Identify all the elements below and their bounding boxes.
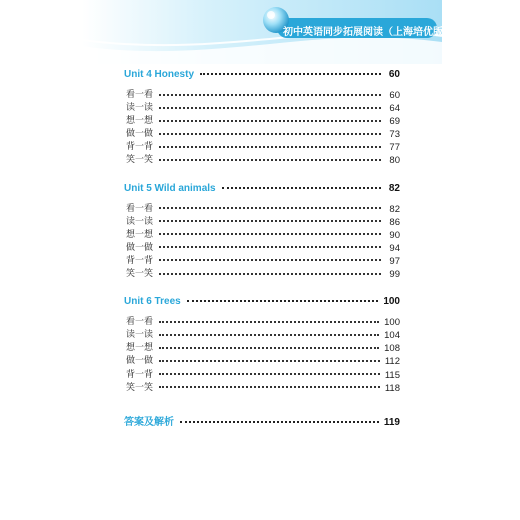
answers-title: 答案及解析 (124, 416, 174, 428)
dot-leader (159, 347, 379, 349)
entry-label: 读一读 (126, 103, 154, 114)
dot-leader (200, 73, 381, 75)
entry-page-number: 80 (389, 155, 400, 167)
toc-entry[interactable] (124, 229, 400, 242)
entry-page-number: 69 (389, 116, 400, 128)
toc-entry[interactable] (124, 102, 400, 115)
toc-entry[interactable] (124, 203, 400, 216)
toc-entry[interactable] (124, 216, 400, 229)
dot-leader (159, 159, 381, 161)
dot-leader (159, 233, 381, 235)
entry-page-number: 60 (389, 90, 400, 101)
dot-leader (159, 373, 380, 375)
entry-page-number: 64 (389, 103, 400, 115)
dot-leader (159, 94, 381, 96)
answers-page-number: 119 (383, 416, 400, 428)
entry-label: 想一想 (126, 229, 154, 240)
entry-label: 看一看 (126, 90, 154, 100)
dot-leader (159, 360, 380, 362)
entry-page-number: 90 (389, 229, 400, 241)
entry-label: 看一看 (126, 203, 154, 214)
entry-page-number: 108 (384, 343, 400, 355)
entry-page-number: 100 (384, 317, 400, 329)
dot-leader (159, 386, 380, 388)
entry-label: 看一看 (126, 317, 154, 328)
entry-page-number: 73 (389, 129, 400, 141)
entry-label: 读一读 (126, 216, 154, 227)
toc-entry[interactable] (124, 255, 400, 268)
book-title: 初中英语同步拓展阅读（上海培优版） (283, 27, 453, 38)
entry-page-number: 97 (389, 255, 400, 267)
entry-page-number: 112 (384, 356, 400, 368)
unit-title: Unit 6 Trees (124, 296, 181, 308)
dot-leader (180, 421, 379, 423)
entry-page-number: 94 (389, 242, 400, 254)
entry-page-number: 104 (384, 330, 400, 342)
entry-label: 做一做 (126, 129, 154, 140)
entry-label: 背一背 (126, 142, 154, 153)
dot-leader (187, 300, 379, 302)
entry-page-number: 86 (389, 216, 400, 228)
dot-leader (159, 273, 381, 275)
dot-leader (159, 246, 381, 248)
entry-label: 背一背 (126, 369, 154, 380)
toc-entry[interactable] (124, 115, 400, 128)
toc-entry[interactable] (124, 355, 400, 368)
entry-label: 想一想 (126, 116, 154, 127)
toc-entry[interactable] (124, 268, 400, 281)
entry-page-number: 82 (389, 203, 400, 215)
toc-entry[interactable] (124, 154, 400, 167)
entry-page-number: 115 (384, 369, 400, 381)
entry-label: 读一读 (126, 330, 154, 341)
table-of-contents (124, 65, 400, 433)
entry-page-number: 77 (389, 142, 400, 154)
entry-label: 笑一笑 (126, 155, 154, 166)
dot-leader (159, 107, 381, 109)
toc-unit-4[interactable] (124, 65, 400, 85)
dot-leader (159, 133, 381, 135)
toc-entry[interactable] (124, 242, 400, 255)
toc-entry[interactable] (124, 329, 400, 342)
unit-title: Unit 4 Honesty (124, 69, 195, 80)
dot-leader (159, 120, 381, 122)
dot-leader (159, 220, 381, 222)
toc-entry[interactable] (124, 316, 400, 329)
dot-leader (159, 207, 381, 209)
dot-leader (159, 146, 381, 148)
entry-page-number: 118 (384, 382, 400, 394)
entry-label: 背一背 (126, 255, 154, 266)
entry-label: 做一做 (126, 242, 154, 253)
entry-label: 笑一笑 (126, 269, 154, 280)
toc-entry[interactable] (124, 382, 400, 395)
entry-label: 笑一笑 (126, 382, 154, 393)
dot-leader (159, 259, 381, 261)
entry-page-number: 99 (389, 269, 400, 281)
entry-label: 做一做 (126, 356, 154, 367)
toc-entry[interactable] (124, 369, 400, 382)
toc-unit-5[interactable] (124, 179, 400, 199)
dot-leader (159, 321, 379, 323)
unit-page-number: 82 (388, 182, 400, 194)
dot-leader (222, 187, 381, 189)
entry-label: 想一想 (126, 343, 154, 354)
dot-leader (159, 334, 379, 336)
toc-entry[interactable] (124, 342, 400, 355)
toc-entry[interactable] (124, 141, 400, 154)
unit-page-number: 60 (388, 69, 400, 80)
unit-page-number: 100 (383, 296, 400, 308)
toc-unit-6[interactable] (124, 292, 400, 312)
toc-entry[interactable] (124, 89, 400, 102)
toc-entry[interactable] (124, 128, 400, 141)
unit-title: Unit 5 Wild animals (124, 182, 216, 194)
toc-answers[interactable] (124, 413, 400, 433)
